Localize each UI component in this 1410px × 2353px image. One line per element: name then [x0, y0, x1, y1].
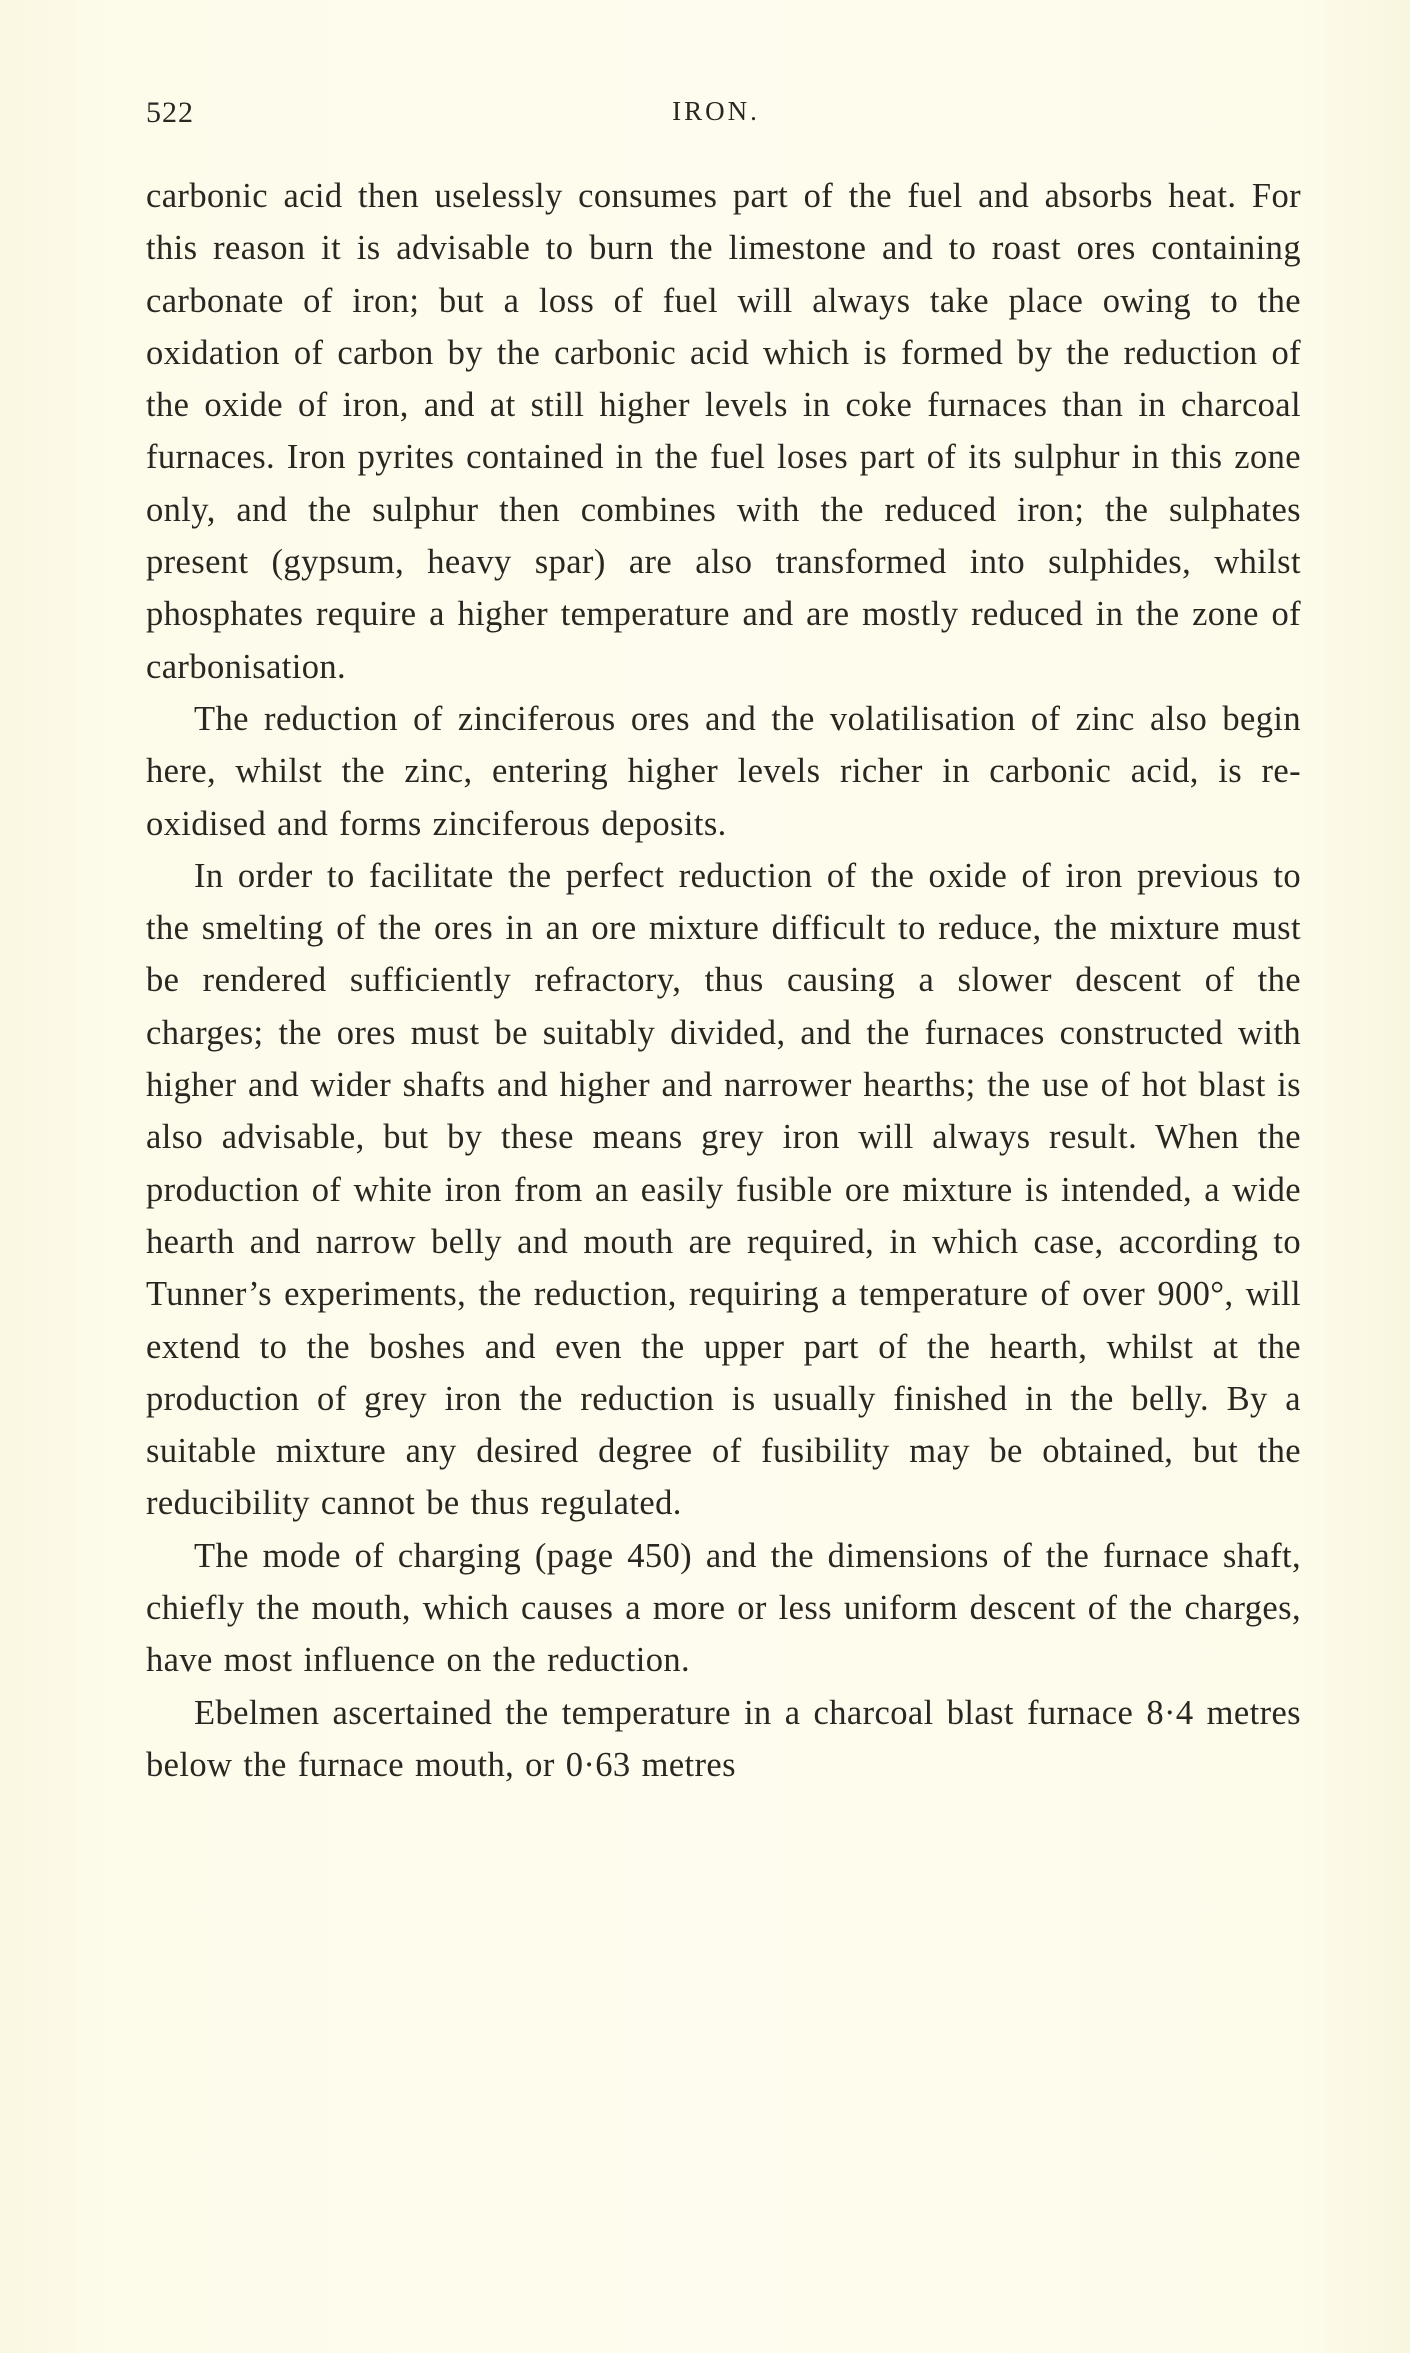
paragraph-continuation: carbonic acid then uselessly consumes part of the fuel and absorbs heat. For this reason it is advisable to burn the limestone and to roast ores containing carbonate of iron; but a loss of fuel will always take place owing to the oxidation of carbon by the carbonic acid which is formed by the reduction of the oxide of iron, and at still higher levels in coke furnaces than in charcoal furnaces. Iron pyrites contained in the fuel loses part of its sulphur in this zone only, and the sulphur then combines with the reduced iron; the sulphates present (gypsum, heavy spar) are also transformed into sulphides, whilst phosphates require a higher temperature and are mostly reduced in the zone of carbonisation. — [146, 177, 1301, 686]
paragraph-mode-of-charging: The mode of charging (page 450) and the dimensions of the furnace shaft, chiefly the mouth, which causes a more or less uniform descent of the charges, have most influence on the reduction. — [146, 1536, 1301, 1680]
page-header — [146, 96, 1286, 136]
paragraph-zinc-reduction: The reduction of zinciferous ores and the volatilisation of zinc also begin here, whilst the zinc, entering higher levels richer in carbonic acid, is re-oxidised and forms zinciferous deposits. — [146, 699, 1301, 843]
running-title: IRON. — [672, 96, 760, 126]
page-number: 522 — [146, 96, 194, 129]
paragraph-ebelmen: Ebelmen ascertained the temperature in a charcoal blast furnace 8·4 metres below the furnace mouth, or 0·63 metres — [146, 1693, 1301, 1784]
paragraph-perfect-reduction: In order to facilitate the perfect reduction of the oxide of iron previous to the smelting of the ores in an ore mixture difficult to reduce, the mixture must be rendered sufficiently refractory, thus causing a slower descent of the charges; the ores must be suitably divided, and the furnaces constructed with higher and wider shafts and higher and narrower hearths; the use of hot blast is also advisable, but by these means grey iron will always result. When the production of white iron from an easily fusible ore mixture is intended, a wide hearth and narrow belly and mouth are required, in which case, according to Tunner’s experiments, the reduction, requiring a temperature of over 900°, will extend to the boshes and even the upper part of the hearth, whilst at the production of grey iron the reduction is usually finished in the belly. By a suitable mixture any desired degree of fusibility may be obtained, but the reducibility cannot be thus regulated. — [146, 856, 1301, 1523]
body-text — [146, 170, 1301, 1791]
